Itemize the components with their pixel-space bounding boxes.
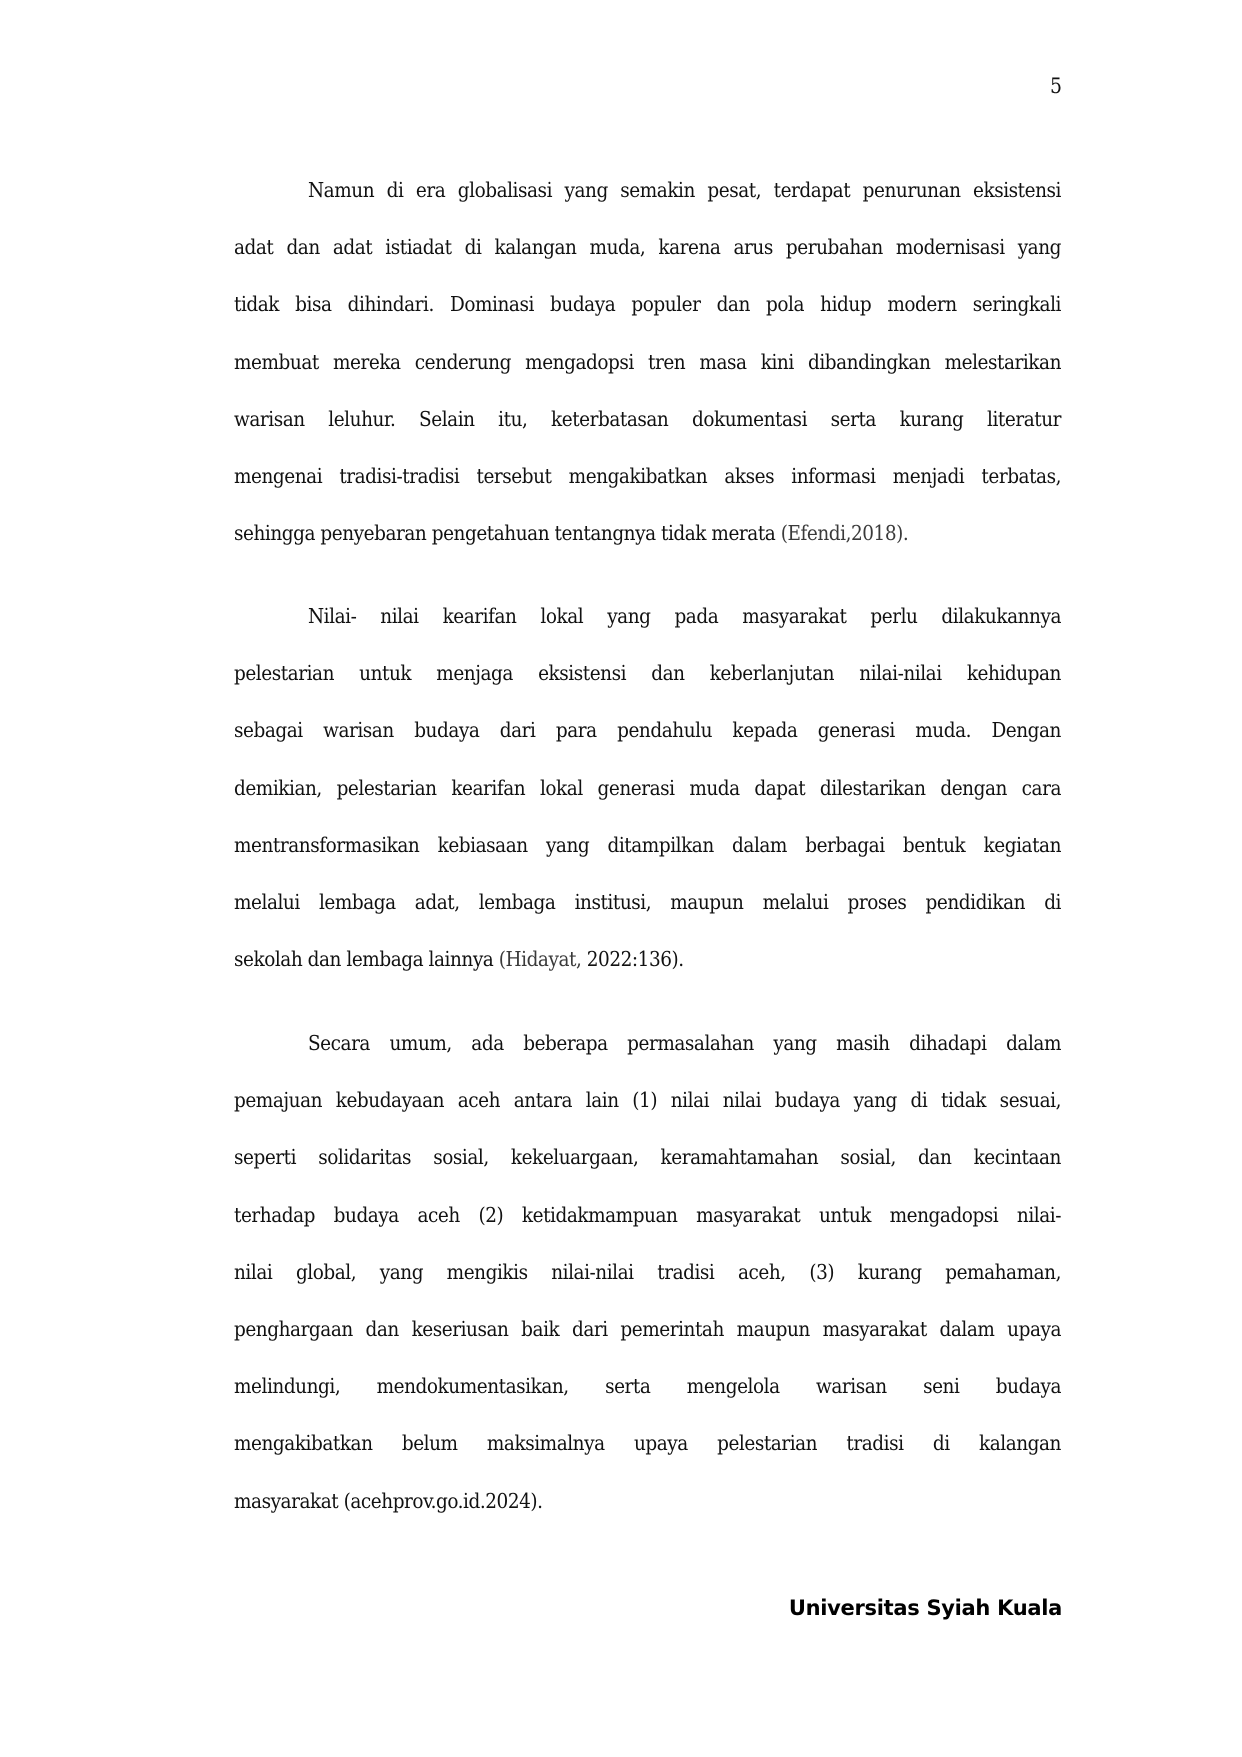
text-line: melindungi, mendokumentasikan, serta mengelola warisan seni budaya <box>234 1374 1061 1399</box>
text-line: Namun di era globalisasi yang semakin pesat, terdapat penurunan eksistensi <box>308 178 1061 202</box>
text-line: nilai global, yang mengikis nilai-nilai tradisi aceh, (3) kurang pemahaman, <box>234 1259 1061 1284</box>
text-line: pelestarian untuk menjaga eksistensi dan keberlanjutan nilai-nilai kehidupan <box>234 661 1061 686</box>
citation: (Hidayat, <box>498 947 582 972</box>
text-line: membuat mereka cenderung mengadopsi tren masa kini dibandingkan melestarikan <box>234 349 1061 374</box>
line-text: sehingga penyebaran pengetahuan tentangnya tidak merata <box>234 521 781 546</box>
line-text: sekolah dan lembaga lainnya <box>234 947 499 972</box>
text-line: tidak bisa dihindari. Dominasi budaya populer dan pola hidup modern seringkali <box>234 292 1061 317</box>
text-line: Nilai- nilai kearifan lokal yang pada masyarakat perlu dilakukannya <box>308 604 1061 628</box>
text-line-last <box>234 931 1061 988</box>
text-line: Secara umum, ada beberapa permasalahan yang masih dihadapi dalam <box>308 1031 1061 1055</box>
text-line: penghargaan dan keseriusan baik dari pemerintah maupun masyarakat dalam upaya <box>234 1316 1061 1341</box>
text-line: mengakibatkan belum maksimalnya upaya pelestarian tradisi di kalangan <box>234 1431 1061 1456</box>
text-line: melalui lembaga adat, lembaga institusi, maupun melalui proses pendidikan di <box>234 889 1061 914</box>
text-line: pemajuan kebudayaan aceh antara lain (1) nilai nilai budaya yang di tidak sesuai, <box>234 1088 1061 1113</box>
paragraph-1 <box>234 162 1061 562</box>
text-line: sebagai warisan budaya dari para pendahulu kepada generasi muda. Dengan <box>234 718 1061 743</box>
text-line: terhadap budaya aceh (2) ketidakmampuan masyarakat untuk mengadopsi nilai- <box>234 1202 1061 1227</box>
page-number: 5 <box>1049 74 1062 98</box>
text-line: adat dan adat istiadat di kalangan muda, karena arus perubahan modernisasi yang <box>234 235 1061 260</box>
footer-university-name: Universitas Syiah Kuala <box>788 1596 1062 1620</box>
text-line: seperti solidaritas sosial, kekeluargaan, keramahtamahan sosial, dan kecintaan <box>234 1145 1061 1170</box>
text-line: warisan leluhur. Selain itu, keterbatasan dokumentasi serta kurang literatur <box>234 406 1061 431</box>
text-line: demikian, pelestarian kearifan lokal generasi muda dapat dilestarikan dengan cara <box>234 775 1061 800</box>
paragraph-3 <box>234 1015 1061 1530</box>
citation-tail: 2022:136). <box>581 947 684 972</box>
text-line: mentransformasikan kebiasaan yang ditampilkan dalam berbagai bentuk kegiatan <box>234 832 1061 857</box>
citation: (Efendi,2018). <box>780 521 909 546</box>
text-line-last: masyarakat (acehprov.go.id.2024). <box>234 1488 543 1513</box>
paragraph-2 <box>234 588 1061 988</box>
text-line: mengenai tradisi-tradisi tersebut mengakibatkan akses informasi menjadi terbatas, <box>234 463 1061 488</box>
text-line-last <box>234 505 1061 562</box>
